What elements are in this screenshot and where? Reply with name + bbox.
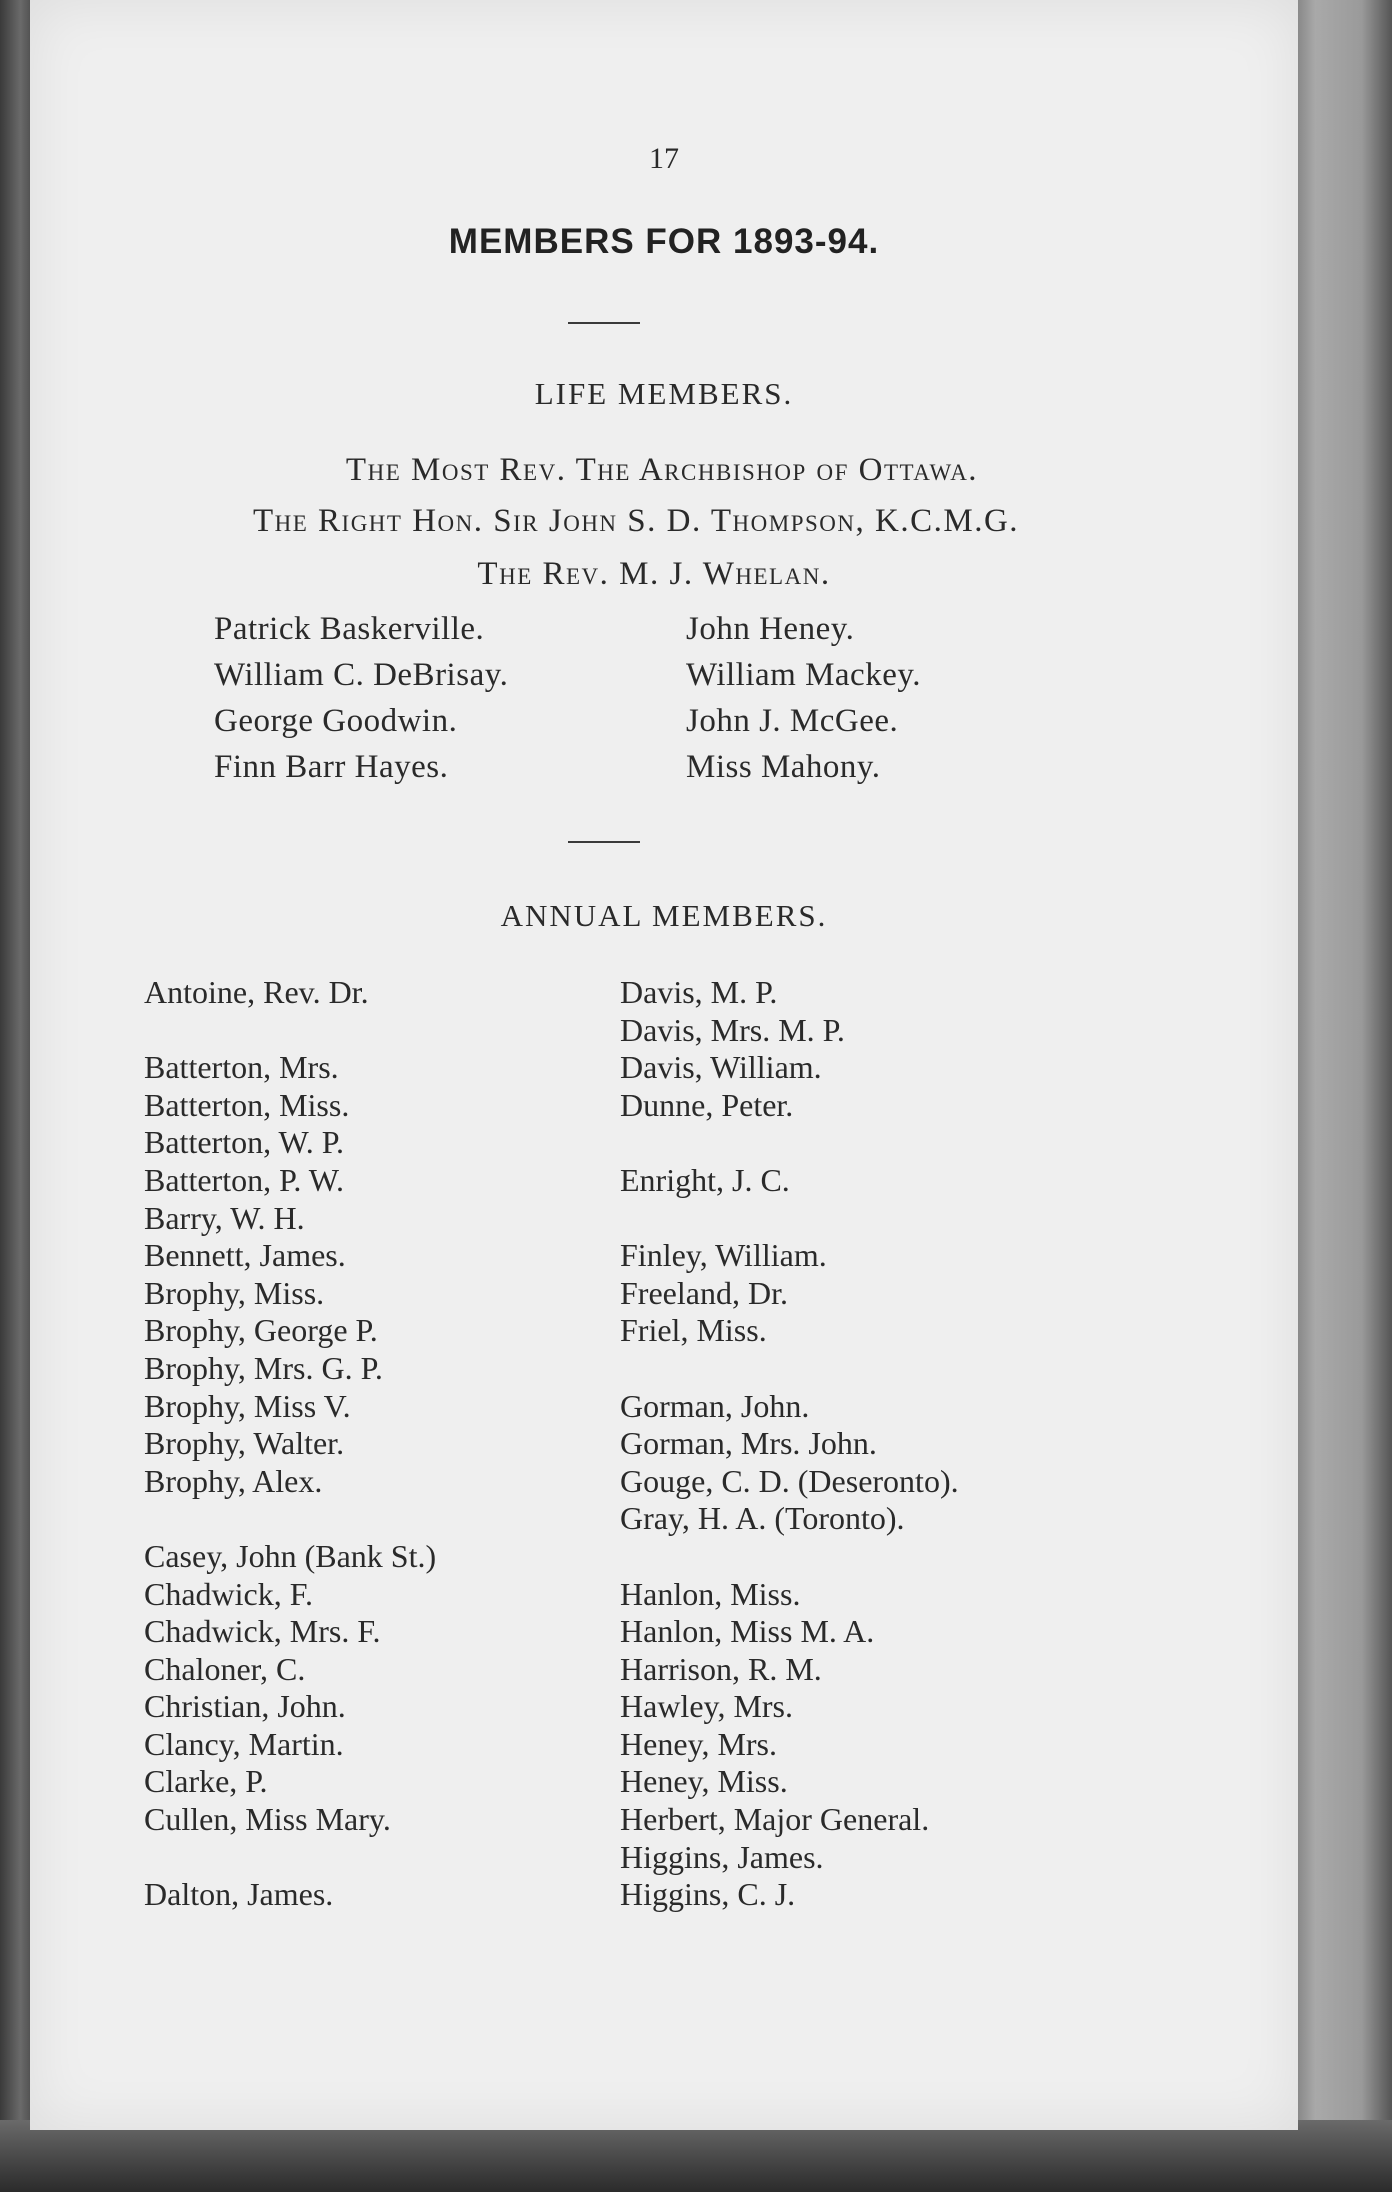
member-name: Casey, John (Bank St.) (144, 1537, 437, 1574)
member-name: Patrick Baskerville. (214, 611, 485, 647)
member-name: William C. DeBrisay. (214, 657, 509, 693)
dignitary-line: The Rev. M. J. Whelan. (477, 556, 831, 592)
member-name: Bennett, James. (144, 1237, 346, 1274)
list-gap (620, 1538, 959, 1576)
dignitary-line: The Most Rev. The Archbishop of Ottawa. (345, 452, 979, 488)
member-name: Dunne, Peter. (620, 1086, 794, 1123)
annual-members-heading: ANNUAL MEMBERS. (500, 898, 828, 933)
page-number: 17 (649, 142, 679, 175)
list-gap (144, 1500, 436, 1538)
member-name: William Mackey. (686, 657, 921, 693)
member-name: Cullen, Miss Mary. (144, 1801, 391, 1838)
list-gap (620, 1350, 959, 1388)
member-name: Brophy, Miss V. (144, 1387, 351, 1424)
bottom-edge (0, 2120, 1392, 2192)
member-name: Brophy, George P. (144, 1312, 378, 1349)
member-name: Finley, William. (620, 1237, 827, 1274)
member-name: Enright, J. C. (620, 1161, 790, 1198)
member-name: Hanlon, Miss. (620, 1575, 801, 1612)
book-page (30, 0, 1298, 2130)
member-name: Barry, W. H. (144, 1199, 305, 1236)
member-name: Christian, John. (144, 1688, 346, 1725)
member-name: Chadwick, F. (144, 1575, 313, 1612)
member-name: Brophy, Miss. (144, 1274, 325, 1311)
cover-board-edge (1290, 0, 1392, 2192)
member-name: Davis, M. P. (620, 974, 778, 1010)
member-name: Freeland, Dr. (620, 1274, 788, 1311)
member-name: Brophy, Walter. (144, 1425, 345, 1462)
member-name: Gray, H. A. (Toronto). (620, 1500, 905, 1537)
member-name: Batterton, W. P. (144, 1124, 345, 1161)
member-name: Gouge, C. D. (Deseronto). (620, 1462, 959, 1499)
section-divider (568, 322, 640, 324)
member-name: Hanlon, Miss M. A. (620, 1613, 875, 1650)
member-name: Clarke, P. (144, 1763, 268, 1800)
member-name: Finn Barr Hayes. (214, 749, 449, 785)
annual-members-left-column (144, 974, 436, 1914)
member-name: Friel, Miss. (620, 1312, 767, 1349)
member-name: Higgins, James. (620, 1838, 824, 1875)
member-name: Brophy, Alex. (144, 1462, 323, 1499)
member-name: Batterton, P. W. (144, 1161, 345, 1198)
member-name: George Goodwin. (214, 703, 458, 739)
life-members-right-column (686, 606, 921, 790)
member-name: Batterton, Miss. (144, 1086, 350, 1123)
member-name: Heney, Mrs. (620, 1725, 777, 1762)
member-name: Higgins, C. J. (620, 1876, 796, 1913)
list-gap (620, 1124, 959, 1162)
member-name: John J. McGee. (686, 703, 899, 739)
life-members-left-column (214, 606, 508, 790)
annual-members-right-column (620, 974, 959, 1914)
member-name: Brophy, Mrs. G. P. (144, 1349, 383, 1386)
member-name: Batterton, Mrs. (144, 1049, 339, 1086)
member-name: Gorman, John. (620, 1387, 810, 1424)
member-name: Antoine, Rev. Dr. (144, 974, 369, 1010)
life-members-heading: LIFE MEMBERS. (534, 376, 794, 411)
binding-edge (0, 0, 34, 2192)
member-name: Davis, Mrs. M. P. (620, 1011, 845, 1048)
member-name: Chaloner, C. (144, 1650, 306, 1687)
member-name: Dalton, James. (144, 1876, 334, 1913)
page-title: MEMBERS FOR 1893-94. (448, 222, 880, 261)
member-name: Gorman, Mrs. John. (620, 1425, 877, 1462)
member-name: Herbert, Major General. (620, 1801, 930, 1838)
member-name: Chadwick, Mrs. F. (144, 1613, 381, 1650)
member-name: Heney, Miss. (620, 1763, 788, 1800)
member-name: Clancy, Martin. (144, 1725, 344, 1762)
member-name: Miss Mahony. (686, 749, 881, 785)
section-divider (568, 841, 640, 843)
list-gap (620, 1200, 959, 1238)
dignitary-line: The Right Hon. Sir John S. D. Thompson, K.C.M.G. (252, 503, 1020, 539)
member-name: Davis, William. (620, 1049, 822, 1086)
list-gap (144, 1839, 436, 1877)
member-name: Hawley, Mrs. (620, 1688, 793, 1725)
list-gap (144, 1012, 436, 1050)
member-name: John Heney. (686, 611, 855, 647)
member-name: Harrison, R. M. (620, 1650, 822, 1687)
